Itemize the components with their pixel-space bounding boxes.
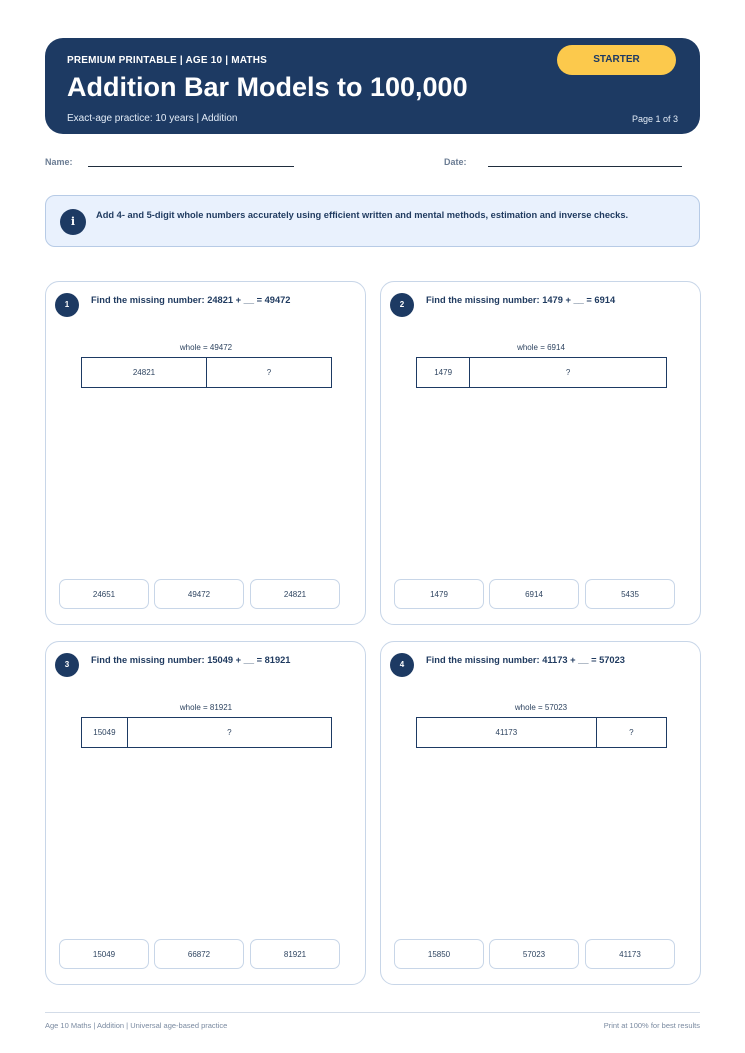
bar-model [81,717,332,748]
answer-option[interactable]: 81921 [250,939,340,969]
learning-objective-text: Add 4- and 5-digit whole numbers accurately using efficient written and mental methods, estimation and inverse checks. [96,210,629,220]
whole-label: whole = 81921 [179,703,233,712]
question-prompt: Find the missing number: 24821 + __ = 49472 [91,295,291,305]
answer-options [59,939,340,969]
question-prompt: Find the missing number: 15049 + __ = 81921 [91,655,291,665]
bar-model [416,717,667,748]
answer-option[interactable]: 5435 [585,579,675,609]
worksheet-header [45,38,700,134]
known-part: 24821 [82,358,207,387]
level-badge: STARTER [557,45,676,75]
question-card [380,281,701,625]
missing-part[interactable]: ? [565,368,571,377]
question-number: 3 [55,653,79,677]
answer-option[interactable]: 1479 [394,579,484,609]
answer-option[interactable]: 41173 [585,939,675,969]
info-icon: i [60,209,86,235]
question-card [45,281,366,625]
learning-objective-box [45,195,700,247]
missing-part[interactable]: ? [227,728,232,737]
page-indicator: Page 1 of 3 [631,114,678,124]
footer-divider [45,1012,700,1013]
known-part: 15049 [82,718,128,747]
known-part: 41173 [417,718,597,747]
answer-option[interactable]: 49472 [154,579,244,609]
answer-option[interactable]: 24651 [59,579,149,609]
known-part: 1479 [417,358,470,387]
question-card [45,641,366,985]
answer-options [59,579,340,609]
question-number: 1 [55,293,79,317]
answer-options [394,939,675,969]
question-prompt: Find the missing number: 41173 + __ = 57023 [426,655,625,665]
header-kicker: PREMIUM PRINTABLE | AGE 10 | MATHS [67,55,267,66]
answer-option[interactable]: 57023 [489,939,579,969]
question-number: 2 [390,293,414,317]
question-number: 4 [390,653,414,677]
whole-label: whole = 6914 [517,343,565,352]
date-field[interactable] [488,166,682,167]
whole-label: whole = 49472 [179,343,233,352]
answer-option[interactable]: 15049 [59,939,149,969]
page-title: Addition Bar Models to 100,000 [67,72,468,102]
name-field[interactable] [88,166,294,167]
name-label: Name: [45,157,73,167]
bar-model [416,357,667,388]
answer-option[interactable]: 66872 [154,939,244,969]
answer-option[interactable]: 24821 [250,579,340,609]
answer-option[interactable]: 15850 [394,939,484,969]
header-subtitle: Exact-age practice: 10 years | Addition [67,113,238,124]
answer-option[interactable]: 6914 [489,579,579,609]
footer-left: Age 10 Maths | Addition | Universal age-based practice [45,1021,228,1030]
bar-model [81,357,332,388]
whole-label: whole = 57023 [514,703,568,712]
missing-part[interactable]: ? [266,368,272,377]
answer-options [394,579,675,609]
footer-right: Print at 100% for best results [603,1021,700,1030]
question-card [380,641,701,985]
question-prompt: Find the missing number: 1479 + __ = 6914 [426,295,616,305]
date-label: Date: [444,157,467,167]
missing-part[interactable]: ? [629,728,634,737]
